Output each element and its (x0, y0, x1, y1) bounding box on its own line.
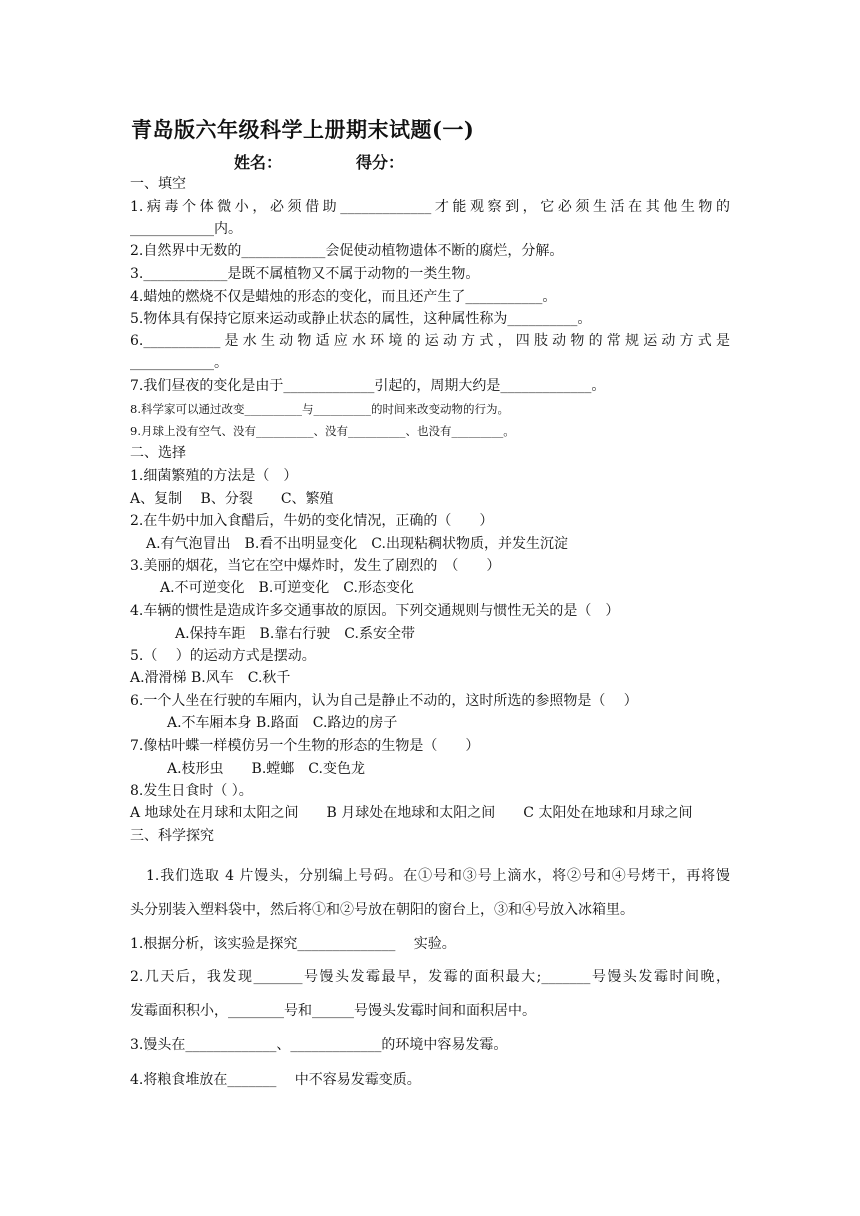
fill-question-6: 6.___________是水生动物适应水环境的运动方式，四肢动物的常规运动方式是 (130, 333, 730, 349)
choice-options-8: A 地球处在月球和太阳之间 B 月球处在地球和太阳之间 C 太阳处在地球和月球之间 (130, 805, 693, 821)
choice-question-4: 4.车辆的惯性是造成许多交通事故的原因。下列交通规则与惯性无关的是（ ） (130, 603, 620, 619)
choice-options-7: A.枝形虫 B.螳螂 C.变色龙 (167, 761, 365, 777)
section-choice-heading: 二、选择 (130, 445, 186, 461)
inquiry-intro: 1.我们选取 4 片馒头，分别编上号码。在①号和③号上滴水，将②号和④号烤干，再将馒 (146, 868, 730, 884)
choice-question-5: 5.（ ）的运动方式是摆动。 (130, 648, 316, 664)
choice-question-7: 7.像枯叶蝶一样模仿另一个生物的形态的生物是（ ） (130, 738, 480, 754)
choice-options-6: A.不车厢本身 B.路面 C.路边的房子 (167, 715, 398, 731)
choice-options-4: A.保持车距 B.靠右行驶 C.系安全带 (175, 626, 415, 642)
choice-options-3: A.不可逆变化 B.可逆变化 C.形态变化 (160, 580, 414, 596)
inquiry-intro-cont: 头分别装入塑料袋中，然后将①和②号放在朝阳的窗台上，③和④号放入冰箱里。 (130, 902, 634, 918)
inquiry-question-2: 2.几天后，我发现_______号馒头发霉最早，发霉的面积最大;_______号馒头发霉时间晚， (130, 969, 730, 985)
inquiry-question-3: 3.馒头在_____________、_____________的环境中容易发霉。 (130, 1037, 508, 1053)
fill-question-8: 8.科学家可以通过改变__________与__________的时间来改变动物的行为。 (130, 402, 509, 416)
fill-question-1-cont: ____________内。 (130, 221, 242, 237)
section-fill-heading: 一、填空 (130, 176, 186, 192)
choice-options-5: A.滑滑梯 B.风车 C.秋千 (130, 670, 291, 686)
fill-question-1: 1.病毒个体微小，必须借助_____________才能观察到，它必须生活在其他生物的 (130, 199, 730, 215)
fill-question-9: 9.月球上没有空气、没有__________、没有__________、也没有_________。 (130, 424, 515, 438)
name-label: 姓名： (234, 153, 283, 172)
choice-question-8: 8.发生日食时（ ）。 (130, 783, 253, 799)
choice-question-3: 3.美丽的烟花，当它在空中爆炸时，发生了剧烈的 （ ） (130, 558, 501, 574)
fill-question-2: 2.自然界中无数的____________会促使动植物遗体不断的腐烂，分解。 (130, 243, 564, 259)
inquiry-question-2-cont: 发霉面积积小，________号和______号馒头发霉时间和面积居中。 (130, 1003, 536, 1019)
section-inquiry-heading: 三、科学探究 (130, 828, 214, 844)
fill-question-6-cont: ____________。 (130, 355, 228, 371)
inquiry-question-1: 1.根据分析，该实验是探究______________ 实验。 (130, 936, 456, 952)
fill-question-4: 4.蜡烛的燃烧不仅是蜡烛的形态的变化，而且还产生了___________。 (130, 289, 557, 305)
choice-question-2: 2.在牛奶中加入食醋后，牛奶的变化情况，正确的（ ） (130, 513, 494, 529)
score-label: 得分： (356, 153, 405, 172)
choice-options-1: A、复制 B、分裂 C、繁殖 (130, 491, 334, 507)
page-title: 青岛版六年级科学上册期末试题(一) (131, 117, 475, 142)
choice-options-2: A.有气泡冒出 B.看不出明显变化 C.出现粘稠状物质，并发生沉淀 (146, 536, 568, 552)
inquiry-question-4: 4.将粮食堆放在_______ 中不容易发霉变质。 (130, 1072, 421, 1088)
fill-question-7: 7.我们昼夜的变化是由于_____________引起的，周期大约是_____________。 (130, 378, 606, 394)
choice-question-6: 6.一个人坐在行驶的车厢内，认为自己是静止不动的，这时所选的参照物是（ ） (130, 693, 638, 709)
choice-question-1: 1.细菌繁殖的方法是（ ） (130, 468, 298, 484)
fill-question-3: 3.____________是既不属植物又不属于动物的一类生物。 (130, 266, 480, 282)
fill-question-5: 5.物体具有保持它原来运动或静止状态的属性，这种属性称为__________。 (130, 311, 592, 327)
